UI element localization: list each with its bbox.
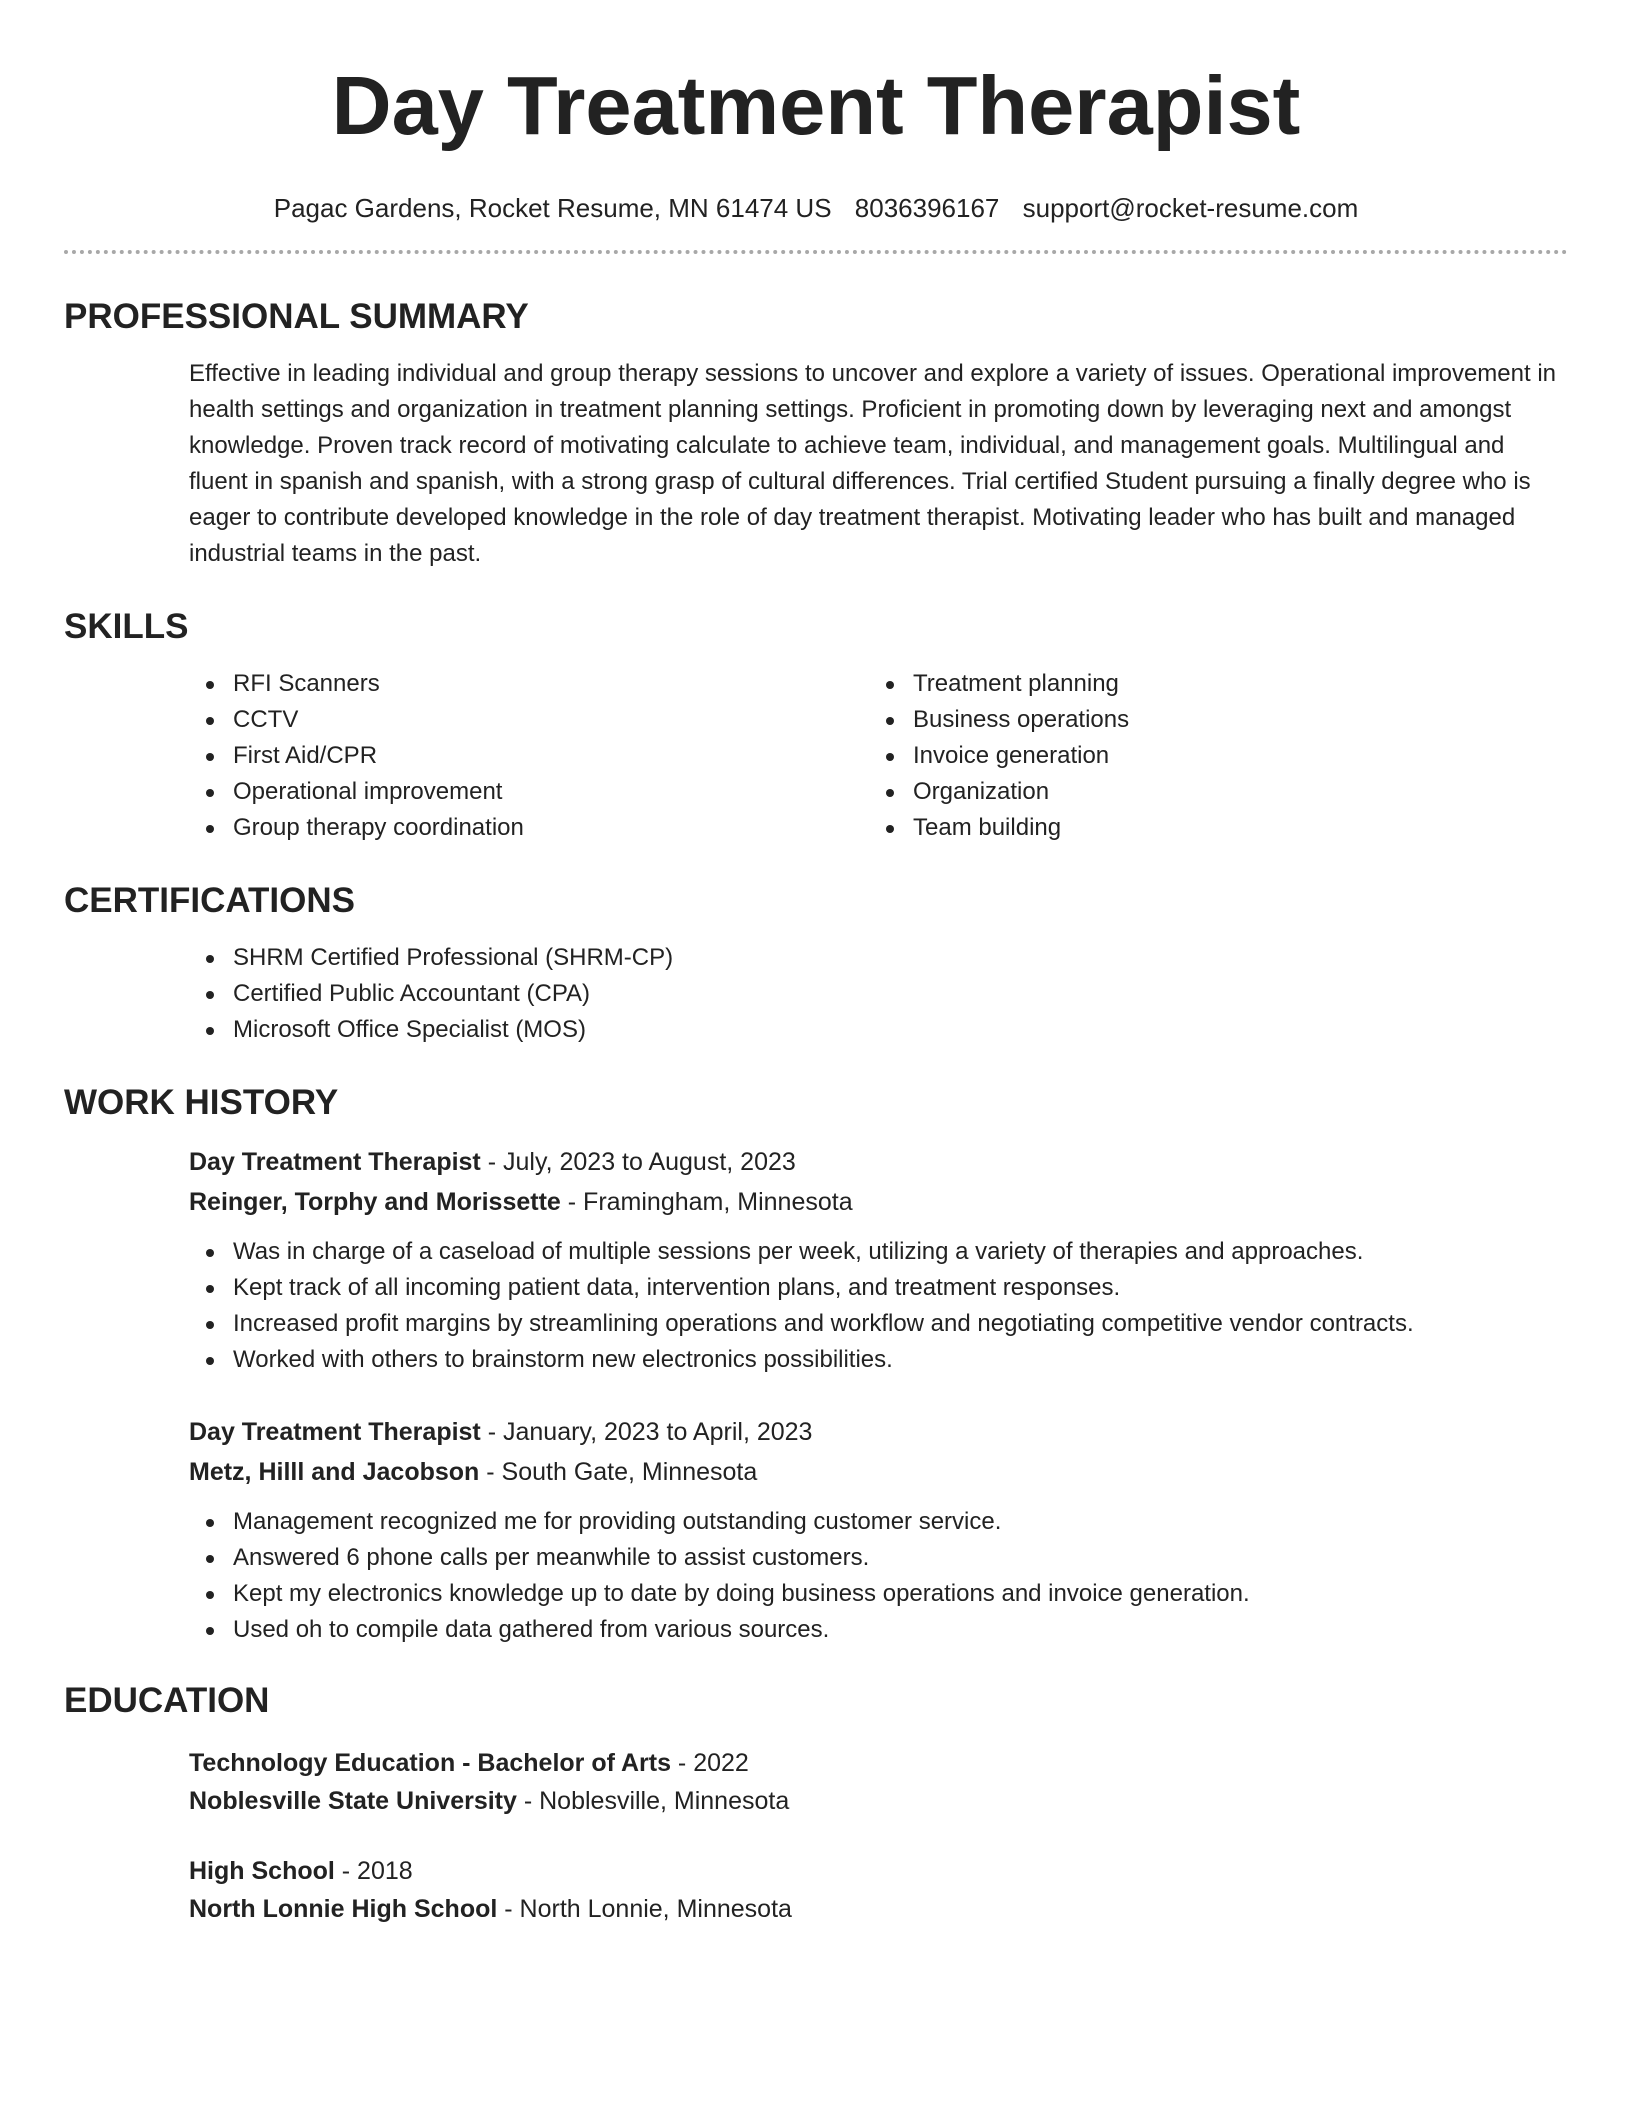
school: North Lonnie High School xyxy=(189,1895,498,1923)
certification-item: SHRM Certified Professional (SHRM-CP) xyxy=(189,940,1568,976)
skill-item: CCTV xyxy=(189,702,869,738)
degree-line xyxy=(189,1852,1568,1890)
certifications-list xyxy=(189,940,1568,1048)
skills-section xyxy=(64,606,1568,846)
job-bullet: Answered 6 phone calls per meanwhile to assist customers. xyxy=(189,1540,1568,1576)
job-title-line xyxy=(189,1142,1568,1182)
job-bullet: Kept track of all incoming patient data, intervention plans, and treatment responses. xyxy=(189,1270,1568,1306)
education-entry xyxy=(189,1744,1568,1820)
skill-item: Invoice generation xyxy=(869,738,1549,774)
summary-section xyxy=(64,296,1568,572)
job-location: - South Gate, Minnesota xyxy=(479,1458,758,1486)
work-history-section xyxy=(64,1082,1568,1648)
contact-line xyxy=(0,192,1632,224)
email[interactable]: support@rocket-resume.com xyxy=(1022,193,1359,223)
summary-text: Effective in leading individual and group therapy sessions to uncover and explore a variety of issues. Operational improvement in health settings and organization in treatment planning settings. Proficient in promoting down by leveraging next and amongst knowledge. Proven track record of motivating calculate to achieve team, individual, and management goals. Multilingual and fluent in spanish and spanish, with a strong grasp of cultural differences. Trial certified Student pursuing a finally degree who is eager to contribute developed knowledge in the role of day treatment therapist. Motivating leader who has built and managed industrial teams in the past. xyxy=(189,360,1557,567)
job-company: Reinger, Torphy and Morissette xyxy=(189,1188,561,1216)
job-bullet: Was in charge of a caseload of multiple sessions per week, utilizing a variety of therapies and approaches. xyxy=(189,1234,1568,1270)
header-divider xyxy=(64,250,1568,254)
resume-header xyxy=(0,0,1632,224)
section-title-work: WORK HISTORY xyxy=(64,1083,339,1122)
address: Pagac Gardens, Rocket Resume, MN 61474 US xyxy=(273,193,832,223)
skill-item: First Aid/CPR xyxy=(189,738,869,774)
school-line xyxy=(189,1782,1568,1820)
candidate-name: Day Treatment Therapist xyxy=(331,59,1301,152)
school-location: - Noblesville, Minnesota xyxy=(516,1787,790,1815)
school: Noblesville State University xyxy=(189,1787,517,1815)
job-company-line xyxy=(189,1182,1568,1222)
degree-line xyxy=(189,1744,1568,1782)
education-list xyxy=(189,1744,1568,1928)
degree: High School xyxy=(189,1857,335,1885)
skills-column-left xyxy=(189,666,869,846)
education-entry xyxy=(189,1852,1568,1928)
section-title-certifications: CERTIFICATIONS xyxy=(64,881,356,920)
certification-item: Certified Public Accountant (CPA) xyxy=(189,976,1568,1012)
certifications-section xyxy=(64,880,1568,1048)
education-section xyxy=(64,1680,1568,1928)
school-location: - North Lonnie, Minnesota xyxy=(497,1895,792,1923)
section-title-summary: PROFESSIONAL SUMMARY xyxy=(64,297,529,336)
skill-item: RFI Scanners xyxy=(189,666,869,702)
section-title-education: EDUCATION xyxy=(64,1681,270,1720)
job-title-line xyxy=(189,1412,1568,1452)
section-title-skills: SKILLS xyxy=(64,607,189,646)
school-line xyxy=(189,1890,1568,1928)
skill-item: Organization xyxy=(869,774,1549,810)
graduation-year: - 2022 xyxy=(670,1749,749,1777)
graduation-year: - 2018 xyxy=(334,1857,413,1885)
job-bullet: Worked with others to brainstorm new electronics possibilities. xyxy=(189,1342,1568,1378)
job-dates: - July, 2023 to August, 2023 xyxy=(480,1148,796,1176)
job-location: - Framingham, Minnesota xyxy=(560,1188,853,1216)
job-bullet: Kept my electronics knowledge up to date by doing business operations and invoice generation. xyxy=(189,1576,1568,1612)
skill-item: Team building xyxy=(869,810,1549,846)
job-entry xyxy=(189,1142,1568,1378)
skill-item: Operational improvement xyxy=(189,774,869,810)
job-bullet: Increased profit margins by streamlining operations and workflow and negotiating competitive vendor contracts. xyxy=(189,1306,1568,1342)
work-history-list xyxy=(189,1142,1568,1648)
job-dates: - January, 2023 to April, 2023 xyxy=(480,1418,813,1446)
skill-item: Group therapy coordination xyxy=(189,810,869,846)
job-bullet: Management recognized me for providing outstanding customer service. xyxy=(189,1504,1568,1540)
skills-column-right xyxy=(869,666,1549,846)
skill-item: Business operations xyxy=(869,702,1549,738)
job-role: Day Treatment Therapist xyxy=(189,1418,481,1446)
phone: 8036396167 xyxy=(854,193,1000,223)
job-entry xyxy=(189,1412,1568,1648)
job-bullet: Used oh to compile data gathered from various sources. xyxy=(189,1612,1568,1648)
skills-grid xyxy=(189,666,1568,846)
job-role: Day Treatment Therapist xyxy=(189,1148,481,1176)
skill-item: Treatment planning xyxy=(869,666,1549,702)
degree: Technology Education - Bachelor of Arts xyxy=(189,1749,671,1777)
certification-item: Microsoft Office Specialist (MOS) xyxy=(189,1012,1568,1048)
job-company-line xyxy=(189,1452,1568,1492)
job-company: Metz, Hilll and Jacobson xyxy=(189,1458,480,1486)
